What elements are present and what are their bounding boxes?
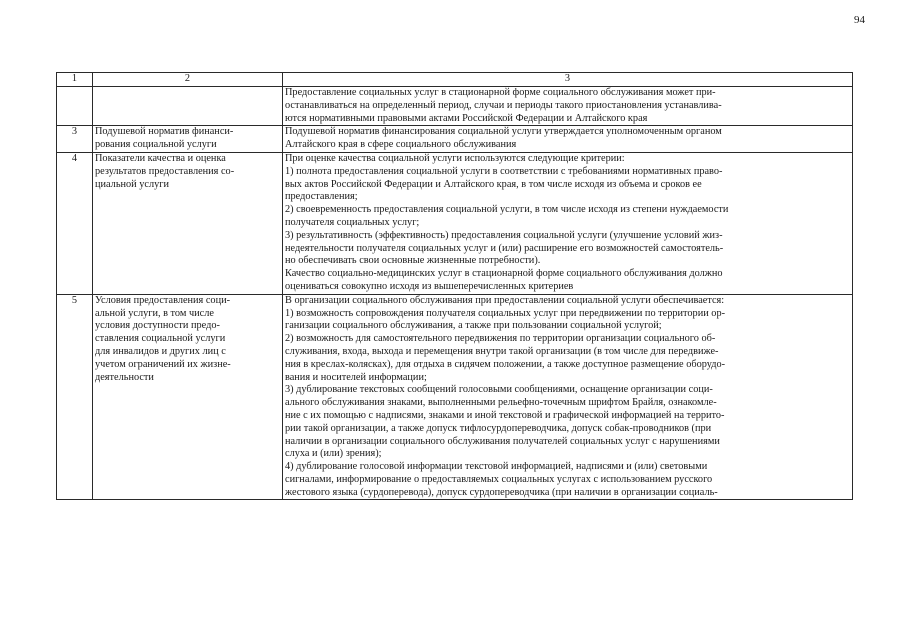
text-line: 1) полнота предоставления социальной услуги в соответствии с требованиями нормативных право- (285, 165, 723, 177)
text-line: условия доступности предо- (95, 320, 220, 332)
text-line: 2) возможность для самостоятельного передвижения по территории организации социального об- (285, 333, 716, 345)
text-line: Подушевой норматив финансирования социальной услуги утверждается уполномоченным органом (285, 126, 722, 138)
services-table (56, 72, 853, 500)
table-row (57, 294, 853, 499)
header-row (57, 73, 853, 87)
text-line: рования социальной услуги (95, 139, 217, 151)
text-line: предоставления; (285, 191, 358, 203)
text-line: Показатели качества и оценка (95, 152, 226, 164)
text-line: 3) результативность (эффективность) предоставления социальной услуги (улучшение условий жиз- (285, 229, 723, 241)
text-line: но обеспечивать свои основные жизненные потребности). (285, 255, 541, 267)
continuation-name (93, 87, 283, 126)
text-line: ганизации социального обслуживания, а также при пользовании социальной услугой; (285, 320, 662, 332)
text-line: недеятельности получателя социальных услуг и (или) расширение его возможностей самостоятель- (285, 242, 724, 254)
text-line: вых актов Российской Федерации и Алтайского края, в том числе исходя из объема и сроков ее (285, 178, 702, 190)
text-line: альной услуги, в том числе (95, 307, 214, 319)
text-line: При оценке качества социальной услуги используются следующие критерии: (285, 152, 625, 164)
text-line: ния в креслах-колясках), для отдыха в сидячем положении, а также доступное размещение оборудо- (285, 358, 726, 370)
text-line: служивания, входа, выхода и перемещения внутри такой организации (в том числе для передвиже- (285, 345, 719, 357)
row-number: 4 (57, 152, 93, 294)
text-line: для инвалидов и других лиц с (95, 345, 226, 357)
text-line: циальной услуги (95, 178, 169, 190)
continuation-row (57, 87, 853, 126)
text-line: наличии в организации социального обслуживания получателей социальных услуг с нарушениями (285, 435, 720, 447)
page-number: 94 (854, 14, 865, 26)
text-line: ставления социальной услуги (95, 333, 226, 345)
text-line: Условия предоставления соци- (95, 294, 231, 306)
text-line: 3) дублирование текстовых сообщений голосовыми сообщениями, оснащение организации соци- (285, 384, 713, 396)
continuation-content (283, 87, 853, 126)
text-line: получателя социальных услуг; (285, 216, 420, 228)
text-line: слуха и (или) зрения); (285, 448, 382, 460)
text-line: оцениваться совокупно исходя из вышеперечисленных критериев (285, 280, 574, 292)
text-line: деятельности (95, 371, 154, 383)
header-col-2: 2 (93, 73, 283, 87)
row-title (93, 126, 283, 153)
row-content (283, 126, 853, 153)
row-title (93, 152, 283, 294)
text-line: 2) своевременность предоставления социальной услуги, в том числе исходя из степени нуждаемости (285, 204, 729, 216)
text-line: вания и носителей информации; (285, 371, 427, 383)
row-content (283, 294, 853, 499)
text-line: 1) возможность сопровождения получателя социальных услуг при передвижении по территории ор- (285, 307, 726, 319)
header-col-1: 1 (57, 73, 93, 87)
row-title (93, 294, 283, 499)
text-line: рии такой организации, а также допуск тифлосурдопереводчика, допуск собак-проводников (при (285, 422, 712, 434)
header-col-3: 3 (283, 73, 853, 87)
continuation-num (57, 87, 93, 126)
text-line: В организации социального обслуживания при предоставлении социальной услуги обеспечивается: (285, 294, 725, 306)
text-line: учетом ограничений их жизне- (95, 358, 231, 370)
text-line: ются нормативными правовыми актами Российской Федерации и Алтайского края (285, 112, 648, 124)
text-line: результатов предоставления со- (95, 165, 235, 177)
row-number: 5 (57, 294, 93, 499)
row-content (283, 152, 853, 294)
text-line: ального обслуживания знаками, выполненными рельефно-точечным шрифтом Брайля, ознакомле- (285, 397, 717, 409)
table-row (57, 152, 853, 294)
text-line: жестового языка (сурдоперевода), допуск сурдопереводчика (при наличии в организации социаль- (285, 486, 718, 498)
text-line: останавливаться на определенный период, случаи и периоды такого приостановления устанавлива- (285, 99, 722, 111)
text-line: Качество социально-медицинских услуг в стационарной форме социального обслуживания должно (285, 268, 723, 280)
table-row (57, 126, 853, 153)
text-line: Алтайского края в сфере социального обслуживания (285, 139, 517, 151)
text-line: 4) дублирование голосовой информации текстовой информацией, надписями и (или) световыми (285, 461, 708, 473)
text-line: Предоставление социальных услуг в стационарной форме социального обслуживания может при- (285, 87, 716, 98)
text-line: ние с их помощью с надписями, знаками и иной текстовой и графической информацией на террито- (285, 409, 725, 421)
text-line: Подушевой норматив финанси- (95, 126, 234, 138)
text-line: сигналами, информирование о предоставляемых социальных услугах с использованием русского (285, 473, 713, 485)
row-number: 3 (57, 126, 93, 153)
